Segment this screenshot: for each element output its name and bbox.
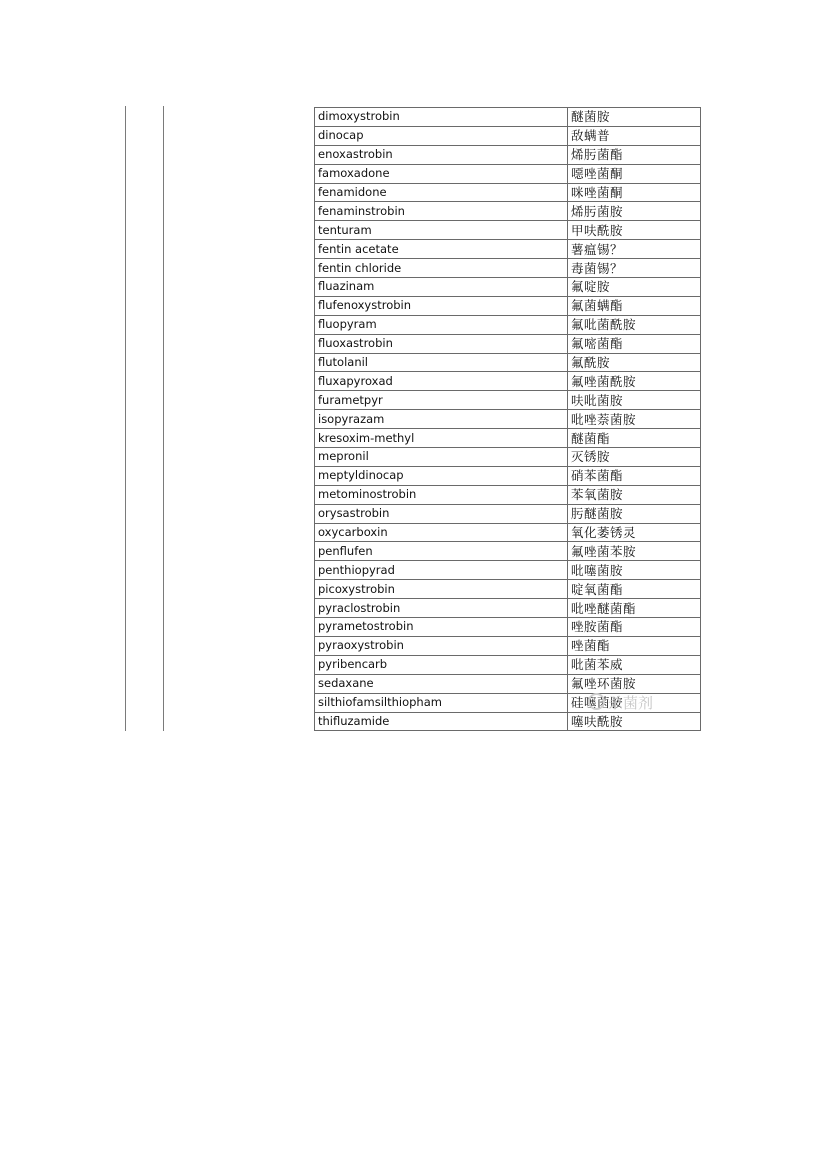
table-row	[315, 448, 701, 467]
chinese-name-cell: 咪唑菌酮	[568, 183, 701, 202]
english-name-cell: oxycarboxin	[315, 523, 568, 542]
chinese-name-cell: 啶氧菌酯	[568, 580, 701, 599]
chinese-name-cell: 氧化萎锈灵	[568, 523, 701, 542]
english-name-cell: orysastrobin	[315, 504, 568, 523]
chinese-name-cell: 苯氧菌胺	[568, 485, 701, 504]
chinese-name-cell: 唑胺菌酯	[568, 618, 701, 637]
chinese-name-cell: 硅噻菌胺	[568, 693, 701, 712]
english-name-cell: furametpyr	[315, 391, 568, 410]
table-row	[315, 655, 701, 674]
english-name-cell: fentin chloride	[315, 259, 568, 278]
english-name-cell: pyrametostrobin	[315, 618, 568, 637]
english-name-cell: dimoxystrobin	[315, 108, 568, 127]
english-name-cell: picoxystrobin	[315, 580, 568, 599]
chinese-name-cell: 烯肟菌酯	[568, 145, 701, 164]
english-name-cell: fentin acetate	[315, 240, 568, 259]
chinese-name-cell: 吡菌苯威	[568, 655, 701, 674]
table-row	[315, 485, 701, 504]
wechat-icon	[588, 693, 605, 710]
table-row	[315, 334, 701, 353]
fungicide-name-table	[314, 107, 701, 731]
chinese-name-cell: 灭锈胺	[568, 448, 701, 467]
table-row	[315, 145, 701, 164]
left-margin-rule	[163, 106, 164, 731]
english-name-cell: pyraclostrobin	[315, 599, 568, 618]
english-name-cell: penflufen	[315, 542, 568, 561]
english-name-cell: flutolanil	[315, 353, 568, 372]
english-name-cell: fluoxastrobin	[315, 334, 568, 353]
chinese-name-cell: 噻呋酰胺	[568, 712, 701, 731]
english-name-cell: fluopyram	[315, 315, 568, 334]
english-name-cell: tenturam	[315, 221, 568, 240]
chinese-name-cell: 氟嘧菌酯	[568, 334, 701, 353]
english-name-cell: flufenoxystrobin	[315, 296, 568, 315]
chinese-name-cell: 氟吡菌酰胺	[568, 315, 701, 334]
table-row	[315, 108, 701, 127]
english-name-cell: pyribencarb	[315, 655, 568, 674]
table-row	[315, 278, 701, 297]
english-name-cell: isopyrazam	[315, 410, 568, 429]
chinese-name-cell: 醚菌胺	[568, 108, 701, 127]
chinese-name-cell: 毒菌锡？	[568, 259, 701, 278]
table-row	[315, 221, 701, 240]
table-row	[315, 164, 701, 183]
table-row	[315, 636, 701, 655]
table-row	[315, 315, 701, 334]
table-row	[315, 542, 701, 561]
chinese-name-cell: 醚菌酯	[568, 429, 701, 448]
chinese-name-cell: 氟酰胺	[568, 353, 701, 372]
chinese-name-cell: 甲呋酰胺	[568, 221, 701, 240]
table-row	[315, 240, 701, 259]
chinese-name-cell: 氟唑菌苯胺	[568, 542, 701, 561]
english-name-cell: enoxastrobin	[315, 145, 568, 164]
table-row	[315, 580, 701, 599]
table-row	[315, 429, 701, 448]
table-row	[315, 618, 701, 637]
watermark-text: 杀菌剂	[608, 694, 654, 712]
table-row	[315, 353, 701, 372]
english-name-cell: meptyldinocap	[315, 466, 568, 485]
table-row	[315, 561, 701, 580]
table-body	[315, 108, 701, 731]
chinese-name-cell: 唑菌酯	[568, 636, 701, 655]
chinese-name-cell: 噁唑菌酮	[568, 164, 701, 183]
english-name-cell: silthiofamsilthiopham	[315, 693, 568, 712]
english-name-cell: fenamidone	[315, 183, 568, 202]
chinese-name-cell: 吡唑萘菌胺	[568, 410, 701, 429]
chinese-name-cell: 氟啶胺	[568, 278, 701, 297]
english-name-cell: fenaminstrobin	[315, 202, 568, 221]
table-row	[315, 126, 701, 145]
table-row	[315, 599, 701, 618]
english-name-cell: famoxadone	[315, 164, 568, 183]
chinese-name-cell: 吡噻菌胺	[568, 561, 701, 580]
table-row	[315, 410, 701, 429]
table-row	[315, 296, 701, 315]
english-name-cell: penthiopyrad	[315, 561, 568, 580]
chinese-name-cell: 氟唑菌酰胺	[568, 372, 701, 391]
chinese-name-cell: 呋吡菌胺	[568, 391, 701, 410]
english-name-cell: metominostrobin	[315, 485, 568, 504]
chinese-name-cell: 氟唑环菌胺	[568, 674, 701, 693]
chinese-name-cell: 氟菌螨酯	[568, 296, 701, 315]
table-row	[315, 466, 701, 485]
table-row	[315, 183, 701, 202]
english-name-cell: mepronil	[315, 448, 568, 467]
table-row	[315, 712, 701, 731]
english-name-cell: sedaxane	[315, 674, 568, 693]
english-name-cell: pyraoxystrobin	[315, 636, 568, 655]
chinese-name-cell: 吡唑醚菌酯	[568, 599, 701, 618]
table-row	[315, 259, 701, 278]
table-row	[315, 504, 701, 523]
chinese-name-cell: 肟醚菌胺	[568, 504, 701, 523]
table-row	[315, 391, 701, 410]
english-name-cell: kresoxim-methyl	[315, 429, 568, 448]
english-name-cell: fluxapyroxad	[315, 372, 568, 391]
chinese-name-cell: 硝苯菌酯	[568, 466, 701, 485]
table-row	[315, 674, 701, 693]
chinese-name-cell: 烯肟菌胺	[568, 202, 701, 221]
english-name-cell: thifluzamide	[315, 712, 568, 731]
table-row	[315, 372, 701, 391]
left-margin-rule	[125, 106, 126, 731]
english-name-cell: dinocap	[315, 126, 568, 145]
watermark	[588, 692, 693, 714]
chinese-name-cell: 敌螨普	[568, 126, 701, 145]
chinese-name-cell: 薯瘟锡？	[568, 240, 701, 259]
table-row	[315, 523, 701, 542]
table-row	[315, 202, 701, 221]
english-name-cell: fluazinam	[315, 278, 568, 297]
